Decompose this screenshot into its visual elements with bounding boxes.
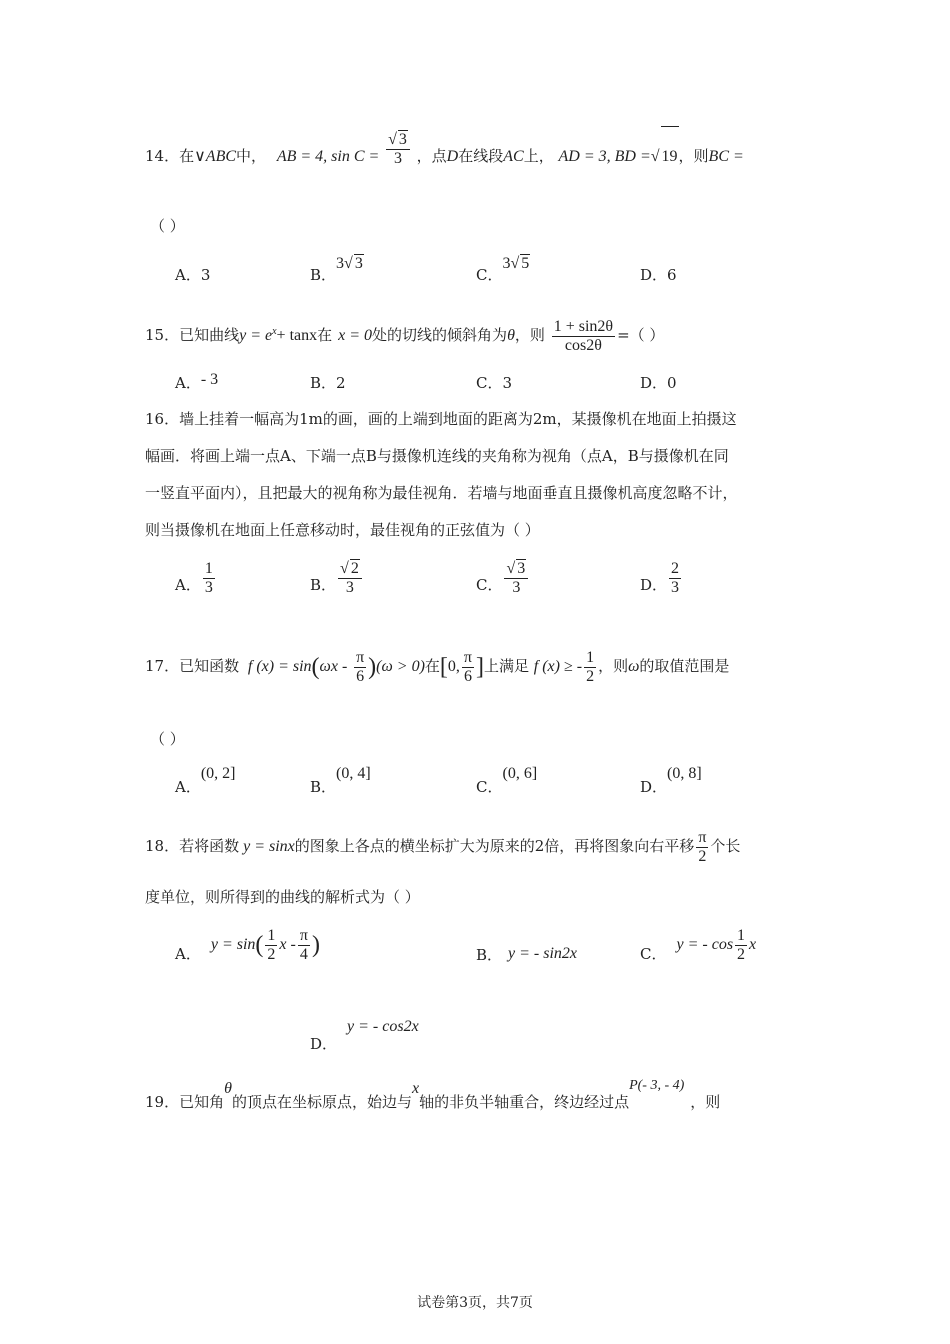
q15-fraction: $\frac{1 + \sin 2\theta}{\cos 2\theta}$ [553,317,614,354]
q16-option-b[interactable]: B． $\frac{√ 2}{3}$ [310,555,364,607]
q19-stem: 19．已知角θ的顶点在坐标原点，始边与x轴的非负半轴重合，终边经过点P(- 3, - 4)，则 [145,1078,721,1111]
q16-option-c[interactable]: C． $\frac{√ 3}{3}$ [476,555,530,607]
q14-cond1: AB = 4, sin C = [276,148,380,165]
q14-stem: 14．在∨ABC中， AB = 4, sin C = $\frac{√ 3}{3}$ ，点D在线段AC上， AD = 3, BD =√ 19，则BC = [145,126,744,186]
q17-stem: 17．已知函数 f (x) = sin(ωx - $\frac{\pi}{6}$ )(ω > 0)在[0, $\frac{\pi}{6}$ ]上满足 f (x) ≥ - $\frac{1}{2}$ ，则ω的取值范围是 [145,648,730,685]
q17-answer-paren: （ ） [150,730,185,748]
q14-option-d[interactable]: D．6 [640,266,677,284]
q16-line-2: 幅画．将画上端一点A、下端一点B与摄像机连线的夹角称为视角（点A，B与摄像机在同 [145,447,729,465]
q15-option-a[interactable]: A．- 3 [175,371,219,392]
q16-option-d[interactable]: D． $\frac{2}{3}$ [640,559,680,596]
q18-stem-line-1: 18．若将函数 y = sinx的图象上各点的横坐标扩大为原来的2倍，再将图象向右平移 $\frac{\pi}{2}$ 个长 [145,828,741,865]
q17-option-c[interactable]: C．(0, 6] [476,765,538,796]
q16-line-3: 一竖直平面内），且把最大的视角称为最佳视角．若墙与地面垂直且摄像机高度忽略不计， [145,484,738,502]
q18-stem-line-2: 度单位，则所得到的曲线的解析式为（ ） [145,888,420,906]
q15-stem: 15．已知曲线$y = e^x+ \tan x$在 x = 0处的切线的倾斜角为θ，则 $\frac{1 + \sin 2\theta}{\cos 2\theta}$ =（ ） [145,317,665,354]
q18-option-d[interactable]: D．y = - cos2x [310,1018,419,1053]
q18-option-b[interactable]: B． y = - sin2x [476,945,578,964]
q15-option-c[interactable]: C．3 [476,374,513,392]
q15-option-d[interactable]: D．0 [640,374,677,392]
q14-cond2: AD = 3, BD = [558,148,651,165]
q14-answer-paren: （ ） [150,217,185,235]
q15-option-b[interactable]: B．2 [310,374,346,392]
q17-option-d[interactable]: D．(0, 8] [640,765,702,796]
page-footer: 试卷第3页，共7页 [417,1295,533,1311]
q16-line-4: 则当摄像机在地面上任意移动时，最佳视角的正弦值为（ ） [145,521,540,539]
q18-option-a[interactable]: A．y = sin( $\frac{1}{2}$ x - $\frac{\pi}{4}$ ) [175,926,320,963]
q14-option-b[interactable]: B．3√ 3 [310,255,363,284]
q16-option-a[interactable]: A． $\frac{1}{3}$ [175,559,213,596]
q14-option-a[interactable]: A．3 [175,266,211,284]
q16-line-1: 16．墙上挂着一幅高为1m的画，画的上端到地面的距离为2m，某摄像机在地面上拍摄这 [145,410,737,428]
q18-option-c[interactable]: C．y = - cos $\frac{1}{2}$ x [640,926,757,963]
q17-option-b[interactable]: B．(0, 4] [310,765,371,796]
q14-option-c[interactable]: C．3√ 5 [476,255,530,284]
q17-option-a[interactable]: A．(0, 2] [175,765,236,796]
q14-sinC-fraction: $\frac{√ 3}{3}$ [386,130,410,168]
